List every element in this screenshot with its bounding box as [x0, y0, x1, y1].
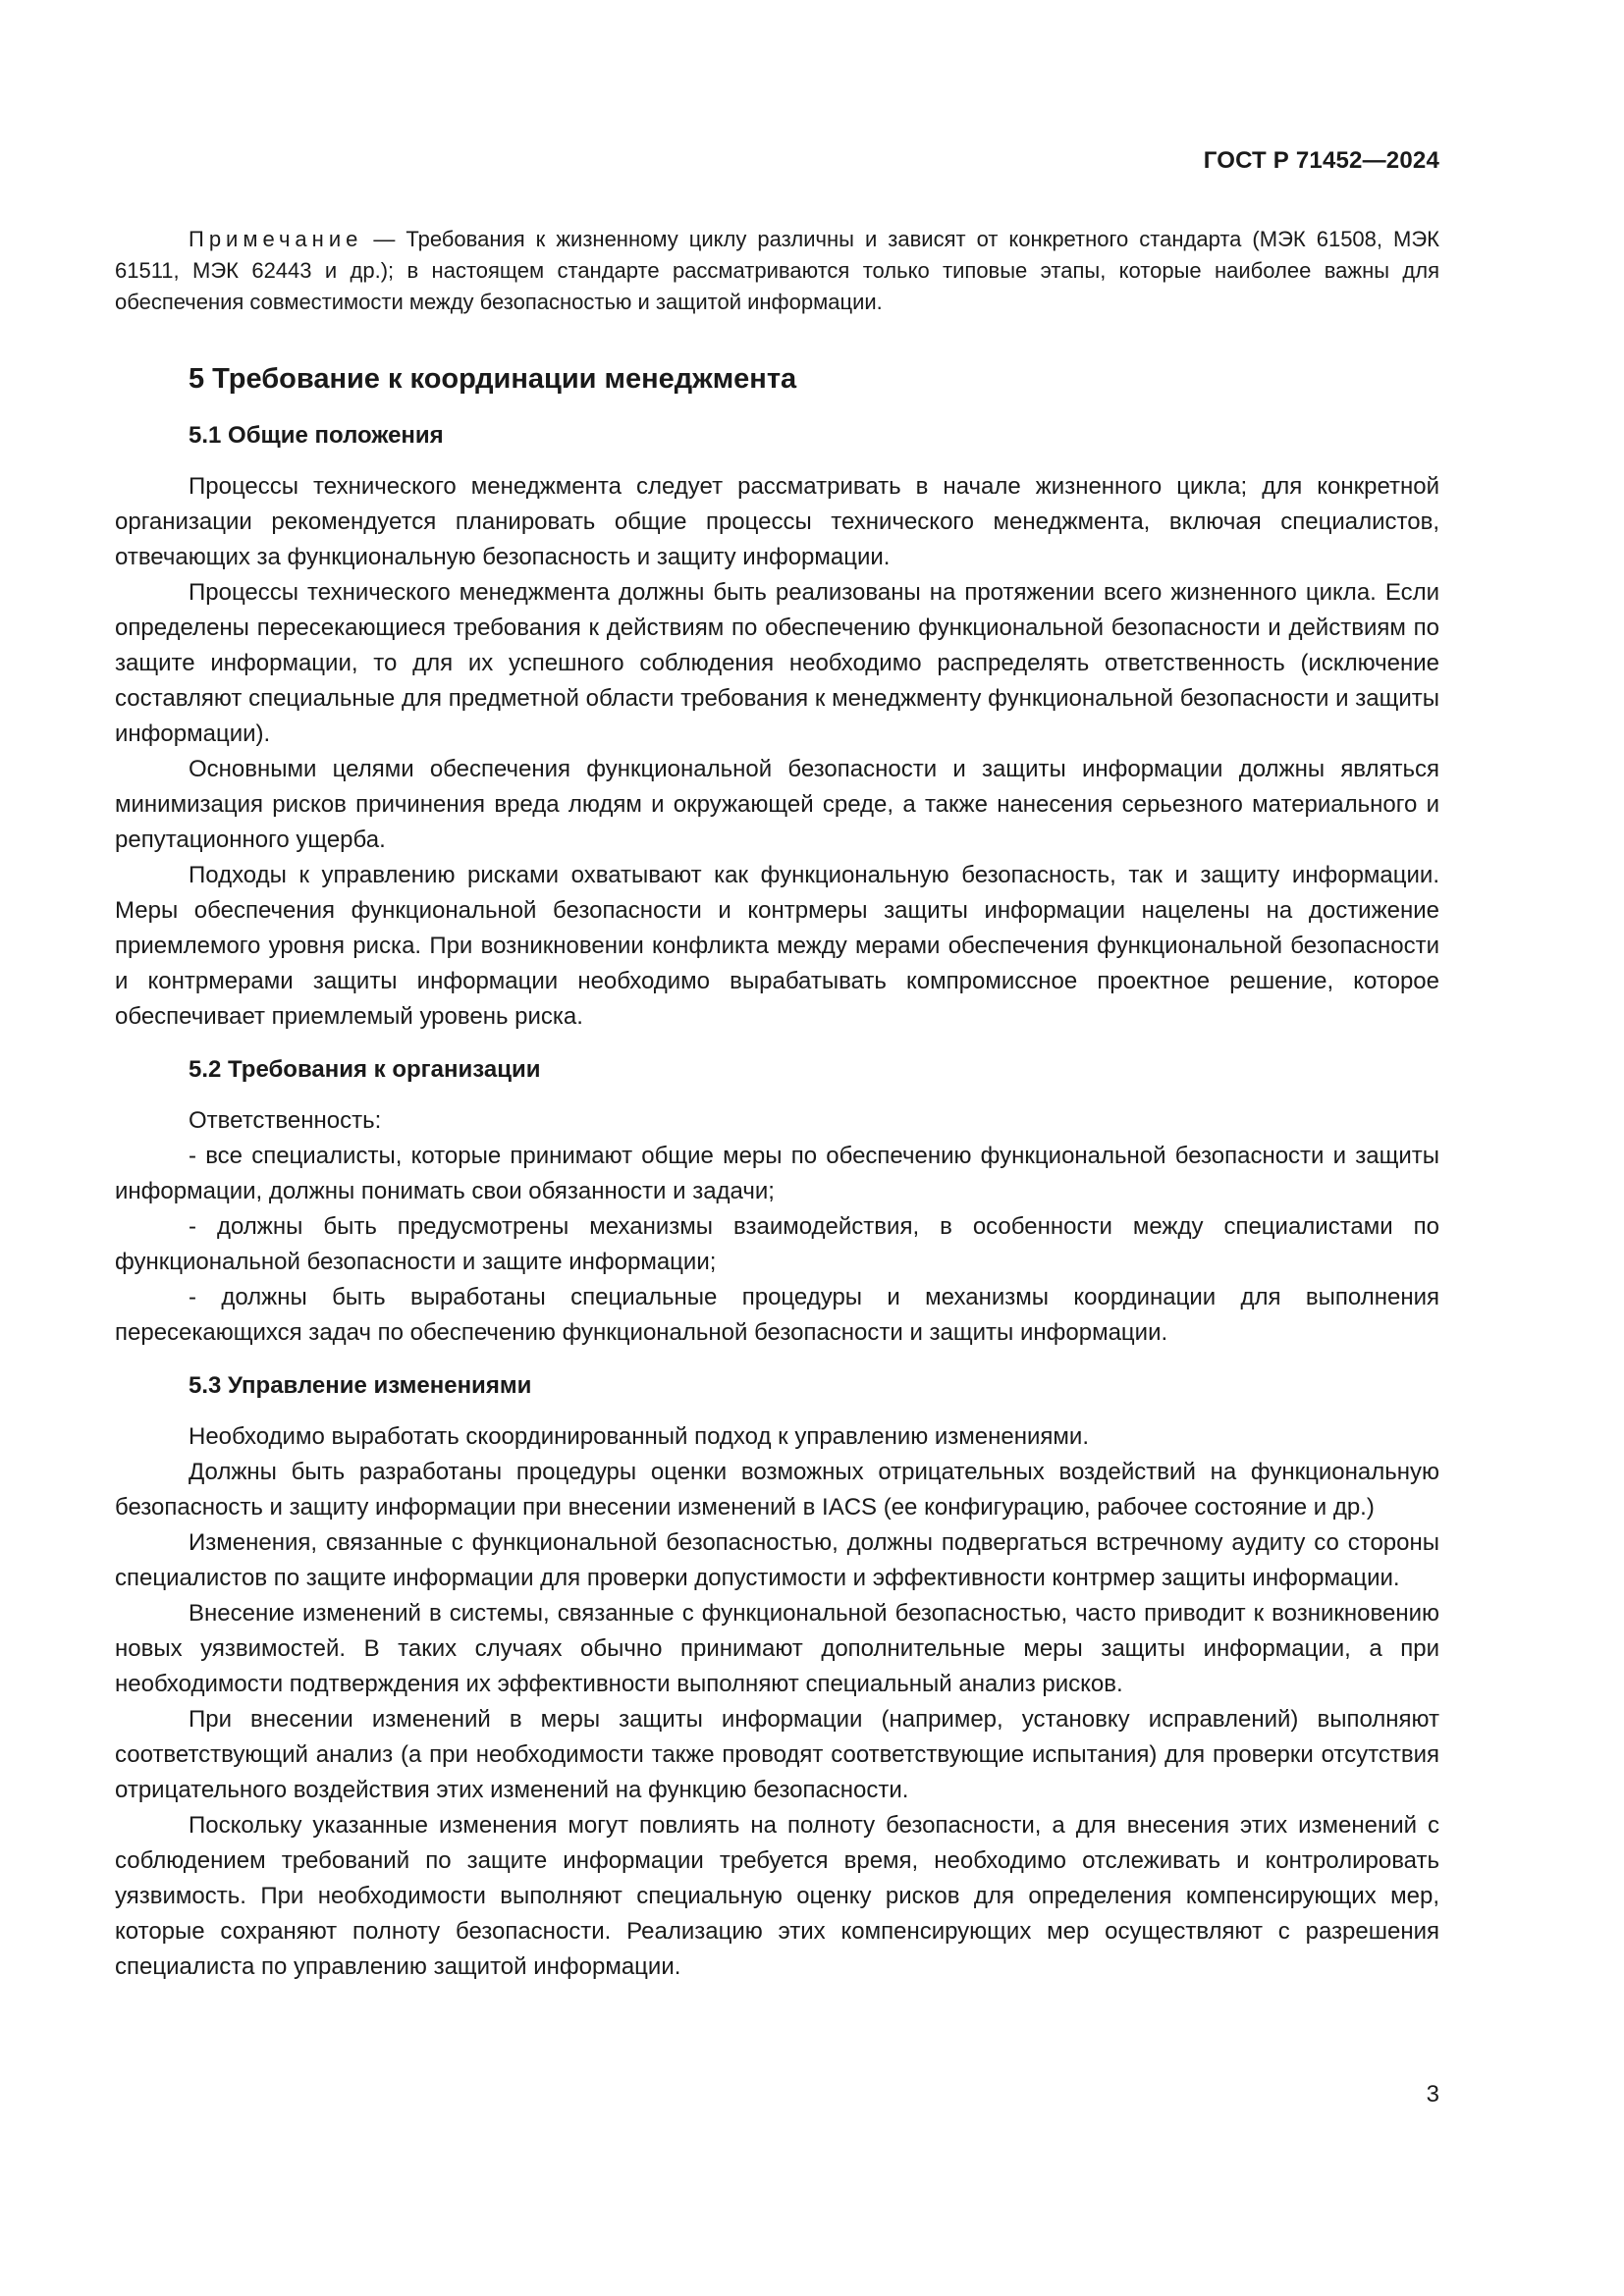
note-text: — Требования к жизненному циклу различны и зависят от конкретного стандарта (МЭК 61508, МЭК 61511, МЭК 62443 и др.); в настоящем стандарте рассматриваются только типовые этапы, которые наиболее важны для обеспечения совместимости между безопасностью и защитой информации. [115, 227, 1439, 314]
page-content [115, 224, 1439, 1985]
paragraph: Процессы технического менеджмента должны быть реализованы на протяжении всего жизненного цикла. Если определены пересекающиеся требования к действиям по обеспечению функциональной безопасности и действиям по защите информации, то для их успешного соблюдения необходимо распределять ответственность (исключение составляют специальные для предметной области требования к менеджменту функциональной безопасности и защиты информации). [115, 579, 1439, 747]
note-block [115, 224, 1439, 318]
paragraph: Должны быть разработаны процедуры оценки возможных отрицательных воздействий на функциональную безопасность и защиту информации при внесении изменений в IACS (ее конфигурацию, рабочее состояние и др.) [115, 1459, 1439, 1521]
paragraph: Поскольку указанные изменения могут повлиять на полноту безопасности, а для внесения этих изменений с соблюдением требований по защите информации требуется время, необходимо отслеживать и контролировать уязвимость. При необходимости выполняют специальную оценку рисков для определения компенсирующих мер, которые сохраняют полноту безопасности. Реализацию этих компенсирующих мер осуществляют с разрешения специалиста по управлению защитой информации. [115, 1812, 1439, 1980]
paragraph: Необходимо выработать скоординированный подход к управлению изменениями. [189, 1423, 1089, 1450]
section-5-heading: 5 Требование к координации менеджмента [189, 363, 797, 395]
note-paragraph [115, 224, 1439, 318]
paragraph: Изменения, связанные с функциональной безопасностью, должны подвергаться встречному аудиту со стороны специалистов по защите информации для проверки допустимости и эффективности контрмер защиты информации. [115, 1529, 1439, 1591]
list-item: - должны быть предусмотрены механизмы взаимодействия, в особенности между специалистами по функциональной безопасности и защите информации; [115, 1213, 1439, 1275]
paragraph: Процессы технического менеджмента следует рассматривать в начале жизненного цикла; для конкретной организации рекомендуется планировать общие процессы технического менеджмента, включая специалистов, отвечающих за функциональную безопасность и защиту информации. [115, 473, 1439, 570]
paragraph: Подходы к управлению рисками охватывают как функциональную безопасность, так и защиту информации. Меры обеспечения функциональной безопасности и контрмеры защиты информации нацелены на достижение приемлемого уровня риска. При возникновении конфликта между мерами обеспечения функциональной безопасности и контрмерами защиты информации необходимо вырабатывать компромиссное проектное решение, которое обеспечивает приемлемый уровень риска. [115, 862, 1439, 1030]
paragraph: Внесение изменений в системы, связанные с функциональной безопасностью, часто приводит к возникновению новых уязвимостей. В таких случаях обычно принимают дополнительные меры защиты информации, а при необходимости подтверждения их эффективности выполняют специальный анализ рисков. [115, 1600, 1439, 1697]
document-id-header: ГОСТ Р 71452—2024 [1203, 147, 1439, 174]
section-5-1-heading: 5.1 Общие положения [189, 422, 444, 449]
note-lead: Примечание [189, 227, 363, 251]
paragraph: Основными целями обеспечения функциональной безопасности и защиты информации должны являться минимизация рисков причинения вреда людям и окружающей среде, а также нанесения серьезного материального и репутационного ущерба. [115, 756, 1439, 853]
page-number: 3 [1426, 2081, 1439, 2108]
list-item: - все специалисты, которые принимают общие меры по обеспечению функциональной безопасности и защиты информации, должны понимать свои обязанности и задачи; [115, 1143, 1439, 1204]
paragraph: При внесении изменений в меры защиты информации (например, установку исправлений) выполняют соответствующий анализ (а при необходимости также проводят соответствующие испытания) для проверки отсутствия отрицательного воздействия этих изменений на функцию безопасности. [115, 1706, 1439, 1803]
section-5-3-heading: 5.3 Управление изменениями [189, 1372, 532, 1399]
paragraph: Ответственность: [189, 1107, 382, 1134]
section-5-2-heading: 5.2 Требования к организации [189, 1056, 541, 1083]
list-item: - должны быть выработаны специальные процедуры и механизмы координации для выполнения пересекающихся задач по обеспечению функциональной безопасности и защиты информации. [115, 1284, 1439, 1346]
